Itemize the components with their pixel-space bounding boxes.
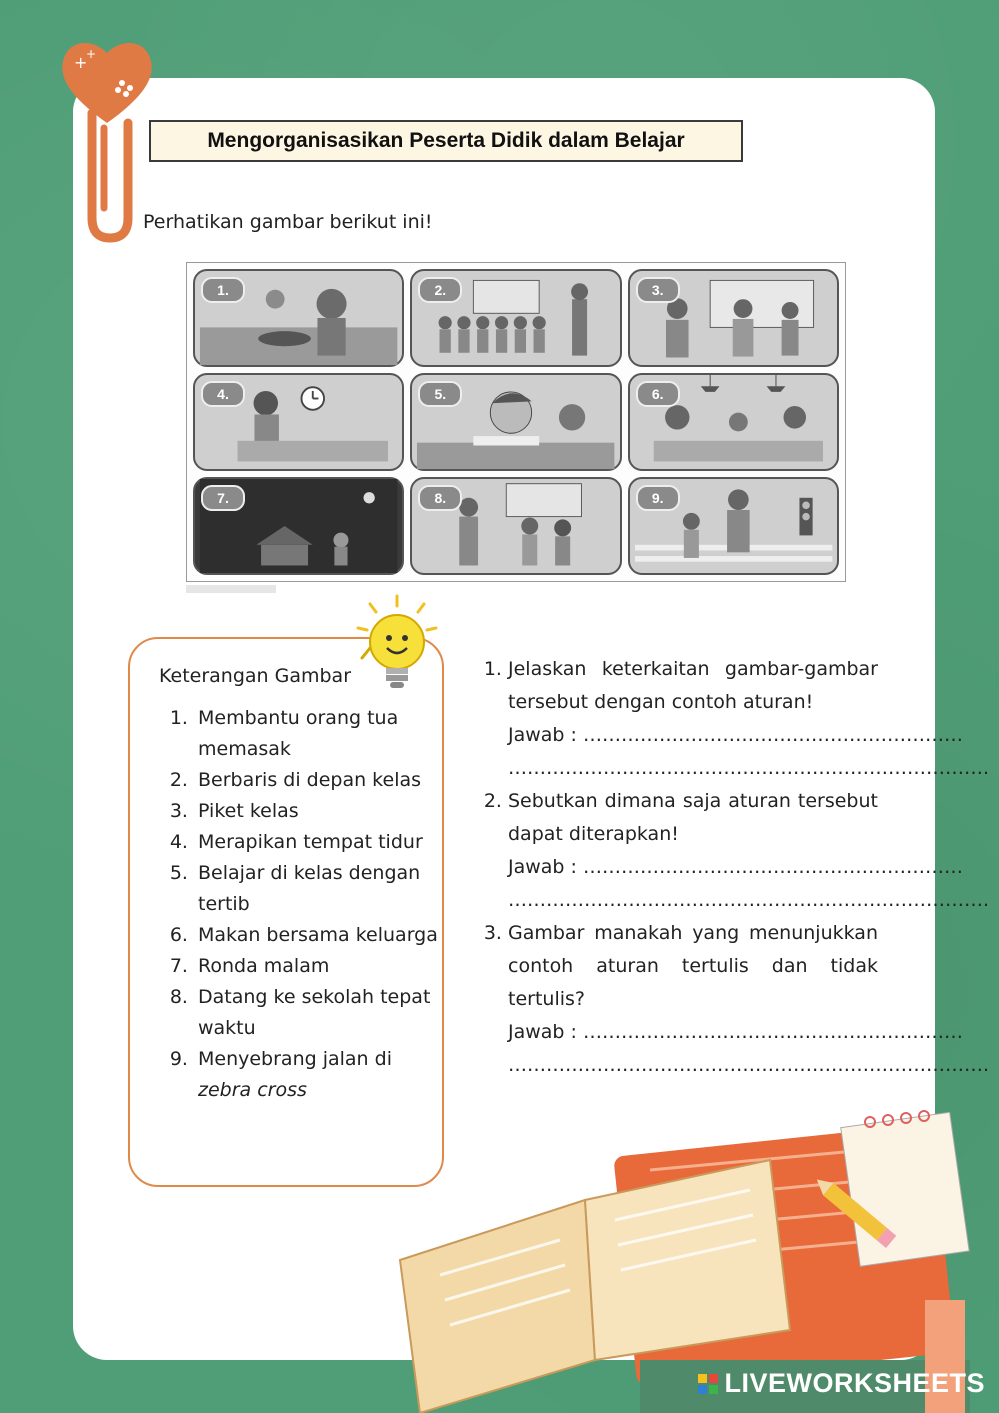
question-text: Gambar manakah yang menunjukkan contoh aturan tertulis dan tidak tertulis? — [508, 922, 878, 1010]
legend-item: 8. Datang ke sekolah tepat waktu — [194, 982, 440, 1044]
brand-logo-icon — [698, 1374, 718, 1394]
legend-item: 4. Merapikan tempat tidur — [194, 827, 440, 858]
legend-item: 5. Belajar di kelas dengan tertib — [194, 858, 440, 920]
question-item — [508, 917, 990, 1082]
panel-number: 4. — [201, 381, 245, 407]
picture-panel — [628, 477, 839, 575]
question-text: Jelaskan keterkaitan gambar-gambar tersebut dengan contoh aturan! — [508, 658, 878, 713]
legend-item: 9. Menyebrang jalan di zebra cross — [194, 1044, 440, 1106]
legend-item: 7. Ronda malam — [194, 951, 440, 982]
svg-text:+: + — [74, 53, 88, 72]
panel-number: 3. — [636, 277, 680, 303]
legend-item: 6. Makan bersama keluarga — [194, 920, 440, 951]
picture-grid — [186, 262, 846, 582]
legend-item: 1. Membantu orang tua memasak — [194, 703, 440, 765]
panel-number: 9. — [636, 485, 680, 511]
answer-field[interactable]: Jawab : …………………………………………………… — [508, 724, 963, 746]
picture-panel — [410, 477, 621, 575]
panel-number: 6. — [636, 381, 680, 407]
instruction-text: Perhatikan gambar berikut ini! — [143, 211, 433, 233]
picture-panel — [193, 269, 404, 367]
brand-logo — [698, 1368, 985, 1399]
question-item — [508, 785, 990, 917]
picture-panel — [193, 373, 404, 471]
panel-number: 2. — [418, 277, 462, 303]
page-title: Mengorganisasikan Peserta Didik dalam Belajar — [149, 120, 743, 162]
answer-field[interactable]: Jawab : …………………………………………………… — [508, 856, 963, 878]
picture-panel — [410, 373, 621, 471]
books-decoration-icon — [380, 1100, 999, 1413]
panel-number: 7. — [201, 485, 245, 511]
answer-field[interactable]: Jawab : …………………………………………………… — [508, 1021, 963, 1043]
picture-panel — [628, 269, 839, 367]
answer-line[interactable]: …………………………………………………………………. — [508, 889, 990, 911]
legend-title: Keterangan Gambar — [159, 665, 352, 687]
picture-panel — [193, 477, 404, 575]
question-text: Sebutkan dimana saja aturan tersebut dapat diterapkan! — [508, 790, 878, 845]
brand-name: LIVEWORKSHEETS — [724, 1368, 985, 1398]
picture-panel — [410, 269, 621, 367]
picture-panel — [628, 373, 839, 471]
lightbulb-icon — [352, 592, 442, 702]
question-list — [476, 653, 990, 1082]
panel-number: 1. — [201, 277, 245, 303]
panel-number: 8. — [418, 485, 462, 511]
legend-item: 2. Berbaris di depan kelas — [194, 765, 440, 796]
answer-line[interactable]: …………………………………………………………………. — [508, 1054, 990, 1076]
answer-line[interactable]: …………………………………………………………………. — [508, 757, 990, 779]
svg-text:+: + — [86, 47, 97, 61]
legend-item: 3. Piket kelas — [194, 796, 440, 827]
image-credit-strip — [186, 585, 276, 593]
question-item — [508, 653, 990, 785]
panel-number: 5. — [418, 381, 462, 407]
legend-list — [152, 703, 440, 1106]
